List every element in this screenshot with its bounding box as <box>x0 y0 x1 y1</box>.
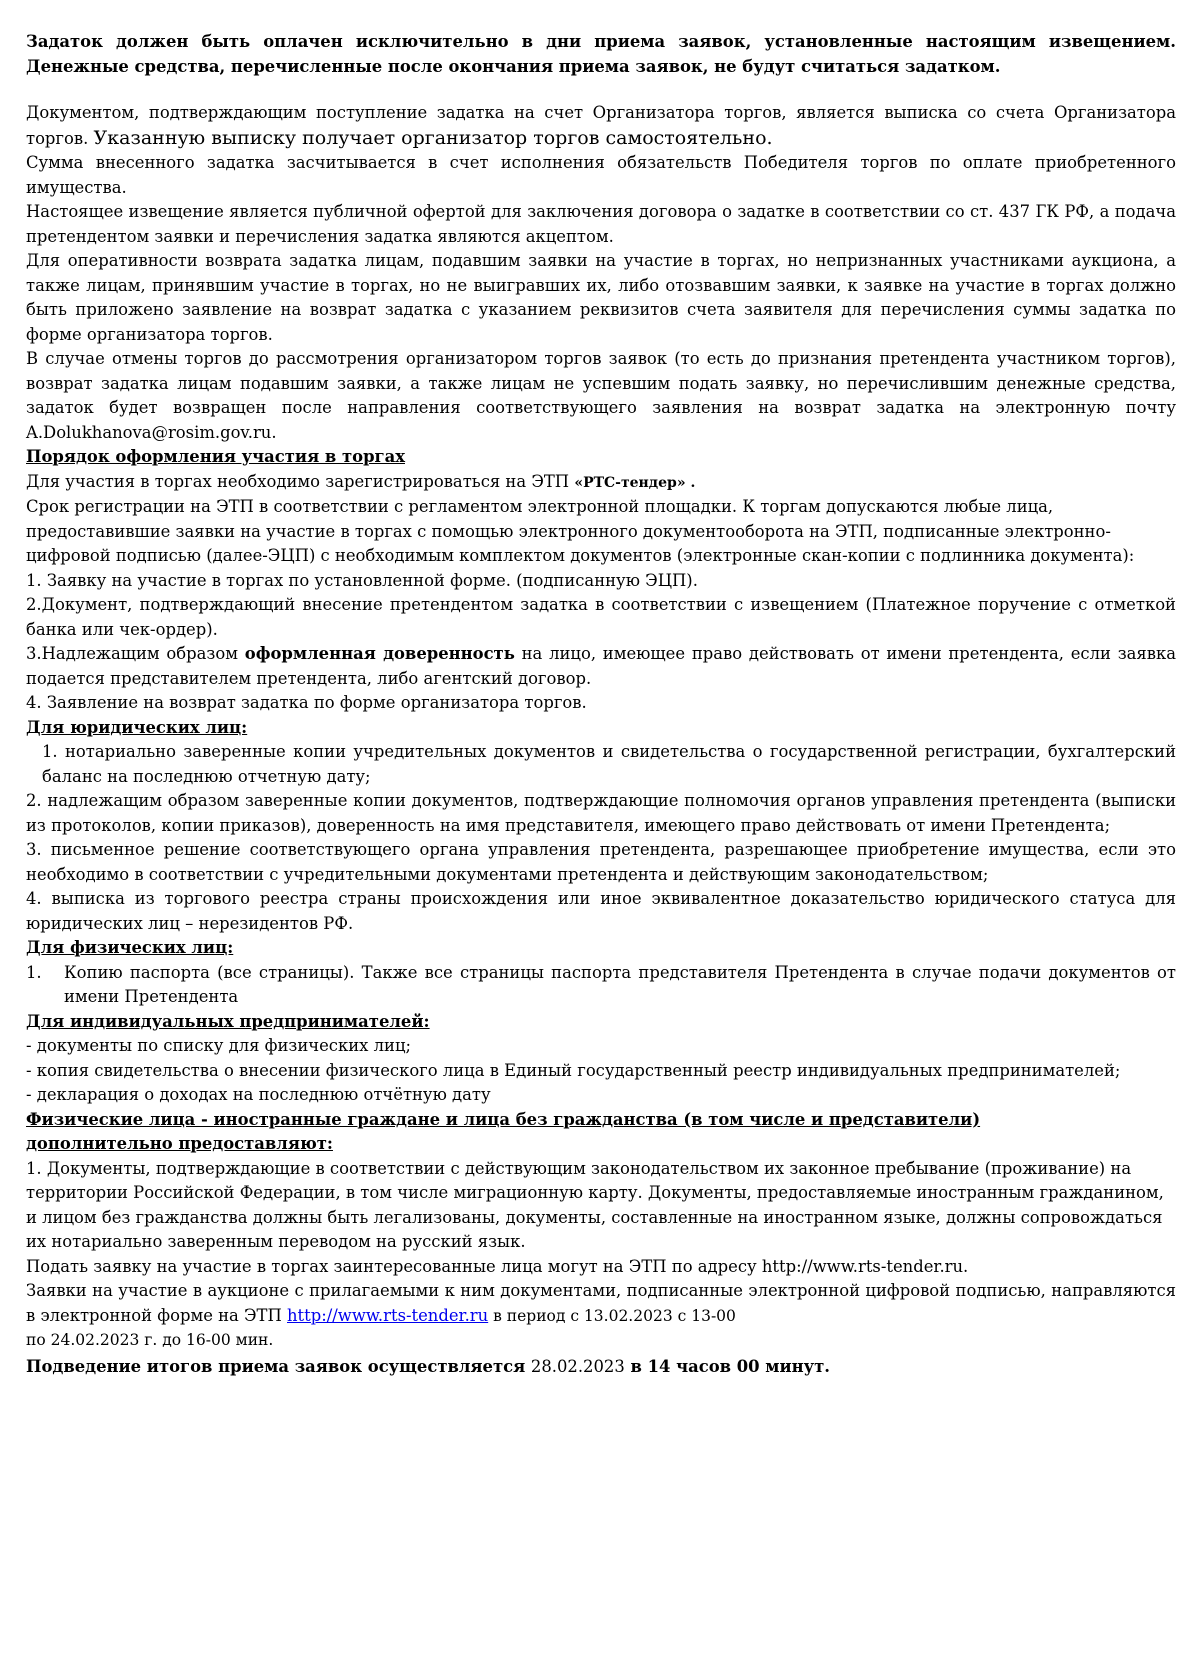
registration-text: Для участия в торгах необходимо зарегистрироваться на ЭТП <box>26 471 575 491</box>
foreigners-heading: Физические лица - иностранные граждане и лица без гражданства (в том числе и представители) дополнительно предоставляют: <box>26 1109 981 1153</box>
deposit-paragraph-1-text: Документом, подтверждающим поступление задатка на счет Организатора торгов, является выписка со счета Организатора торгов. <box>26 103 1176 148</box>
legal-item-2: 2. надлежащим образом заверенные копии документов, подтверждающие полномочия органов управления претендента (выписки из протоколов, копии приказов), доверенность на имя представителя, имеющего право действовать от имени Претендента; <box>26 791 1176 835</box>
document-page <box>26 30 1176 1379</box>
participation-paragraph-2: Срок регистрации на ЭТП в соответствии с регламентом электронной площадки. К торгам допускаются любые лица, предоставившие заявки на участие в торгах с помощью электронного документооборота на ЭТП, подписанные электронно-цифровой подписью (далее-ЭЦП) с необходимым комплектом документов (электронные скан-копии с подлинника документа): <box>26 497 1135 565</box>
deposit-notice-bold: Задаток должен быть оплачен исключительно в дни приема заявок, установленные настоящим извещением. Денежные средства, перечисленные после окончания приема заявок, не будут считаться задатком. <box>26 32 1176 76</box>
summary-text: Подведение итогов приема заявок осуществляется <box>26 1356 531 1376</box>
individuals-item-text: Копию паспорта (все страницы). Также все страницы паспорта представителя Претендента в случае подачи документов от имени Претендента <box>64 962 1176 1006</box>
individuals-item-number: 1. <box>26 962 42 982</box>
submission-period-start: в период с 13.02.2023 с 13-00 <box>488 1306 736 1325</box>
summary-time: в 14 часов 00 минут. <box>624 1356 830 1376</box>
legal-entities-heading: Для юридических лиц: <box>26 717 248 737</box>
participation-item-3 <box>26 642 1176 691</box>
submission-paragraph-2 <box>26 1279 1176 1328</box>
legal-item-3: 3. письменное решение соответствующего органа управления претендента, разрешающее приобретение имущества, если это необходимо в соответствии с учредительными документами претендента и действующим законодательством; <box>26 840 1176 884</box>
spacer <box>26 79 1176 101</box>
summary-date: 28.02.2023 <box>530 1356 625 1376</box>
participation-item-1: 1. Заявку на участие в торгах по установленной форме. (подписанную ЭЦП). <box>26 570 698 590</box>
participation-item-3-bold: оформленная доверенность <box>244 644 515 663</box>
participation-item-2: 2.Документ, подтверждающий внесение претендентом задатка в соответствии с извещением (Платежное поручение с отметкой банка или чек-ордер). <box>26 595 1176 639</box>
entrepreneurs-item-2: - копия свидетельства о внесении физического лица в Единый государственный реестр индивидуальных предпринимателей; <box>26 1060 1121 1080</box>
deposit-paragraph-2: Сумма внесенного задатка засчитывается в счет исполнения обязательств Победителя торгов по оплате приобретенного имущества. <box>26 153 1176 197</box>
deposit-paragraph-4: Для оперативности возврата задатка лицам, подавшим заявки на участие в торгах, но непризнанных участниками аукциона, а также лицам, принявшим участие в торгах, но не выигравших их, либо отозвавшим заявки, к заявке на участие в торгах должно быть приложено заявление на возврат задатка с указанием реквизитов счета заявителя для перечисления суммы задатка по форме организатора торгов. <box>26 251 1176 344</box>
legal-item-1: 1. нотариально заверенные копии учредительных документов и свидетельства о государственной регистрации, бухгалтерский баланс на последнюю отчетную дату; <box>42 742 1176 786</box>
rts-tender-link[interactable]: http://www.rts-tender.ru <box>287 1305 489 1325</box>
deposit-paragraph-1 <box>26 101 1176 151</box>
submission-paragraph-1: Подать заявку на участие в торгах заинтересованные лица могут на ЭТП по адресу http://www.rts-tender.ru. <box>26 1256 969 1276</box>
submission-period-end: по 24.02.2023 г. до 16-00 мин. <box>26 1331 274 1349</box>
submission-paragraph-2-text: Заявки на участие в аукционе с прилагаемыми к ним документами, подписанные электронной цифровой подписью, направляются в электронной форме на ЭТП <box>26 1281 1176 1325</box>
deposit-paragraph-5: В случае отмены торгов до рассмотрения организатором торгов заявок (то есть до признания претендента участником торгов), возврат задатка лицам подавшим заявки, а также лицам не успевшим подать заявку, но перечислившим денежные средства, задаток будет возвращен после направления соответствующего заявления на возврат задатка на электронную почту A.Dolukhanova@rosim.gov.ru. <box>26 349 1176 442</box>
registration-paragraph <box>26 470 1176 496</box>
entrepreneurs-item-3: - декларация о доходах на последнюю отчётную дату <box>26 1085 491 1104</box>
platform-name: «РТС-тендер» . <box>574 474 696 491</box>
deposit-paragraph-1-large: Указанную выписку получает организатор торгов самостоятельно. <box>93 126 773 149</box>
participation-item-3-text: 3.Надлежащим образом <box>26 644 245 663</box>
foreigners-item-1: 1. Документы, подтверждающие в соответствии с действующим законодательством их законное пребывание (проживание) на территории Российской Федерации, в том числе миграционную карту. Документы, предоставляемые иностранным гражданином, и лицом без гражданства должны быть легализованы, документы, составленные на иностранном языке, должны сопровождаться их нотариально заверенным переводом на русский язык. <box>26 1158 1164 1251</box>
summary-paragraph <box>26 1355 1176 1380</box>
individuals-item-1 <box>26 961 1176 1010</box>
participation-item-4: 4. Заявление на возврат задатка по форме организатора торгов. <box>26 693 587 712</box>
deposit-paragraph-3: Настоящее извещение является публичной офертой для заключения договора о задатке в соответствии со ст. 437 ГК РФ, а подача претендентом заявки и перечисления задатка являются акцептом. <box>26 202 1176 246</box>
individuals-heading: Для физических лиц: <box>26 938 234 957</box>
participation-item-3-end: на лицо, имеющее право действовать от имени претендента, если заявка подается представителем претендента, либо агентский договор. <box>26 644 1176 688</box>
entrepreneurs-item-1: - документы по списку для физических лиц; <box>26 1036 412 1055</box>
entrepreneurs-heading: Для индивидуальных предпринимателей: <box>26 1011 430 1031</box>
legal-item-4: 4. выписка из торгового реестра страны происхождения или иное эквивалентное доказательство юридического статуса для юридических лиц – нерезидентов РФ. <box>26 889 1176 933</box>
participation-heading: Порядок оформления участия в торгах <box>26 447 405 466</box>
